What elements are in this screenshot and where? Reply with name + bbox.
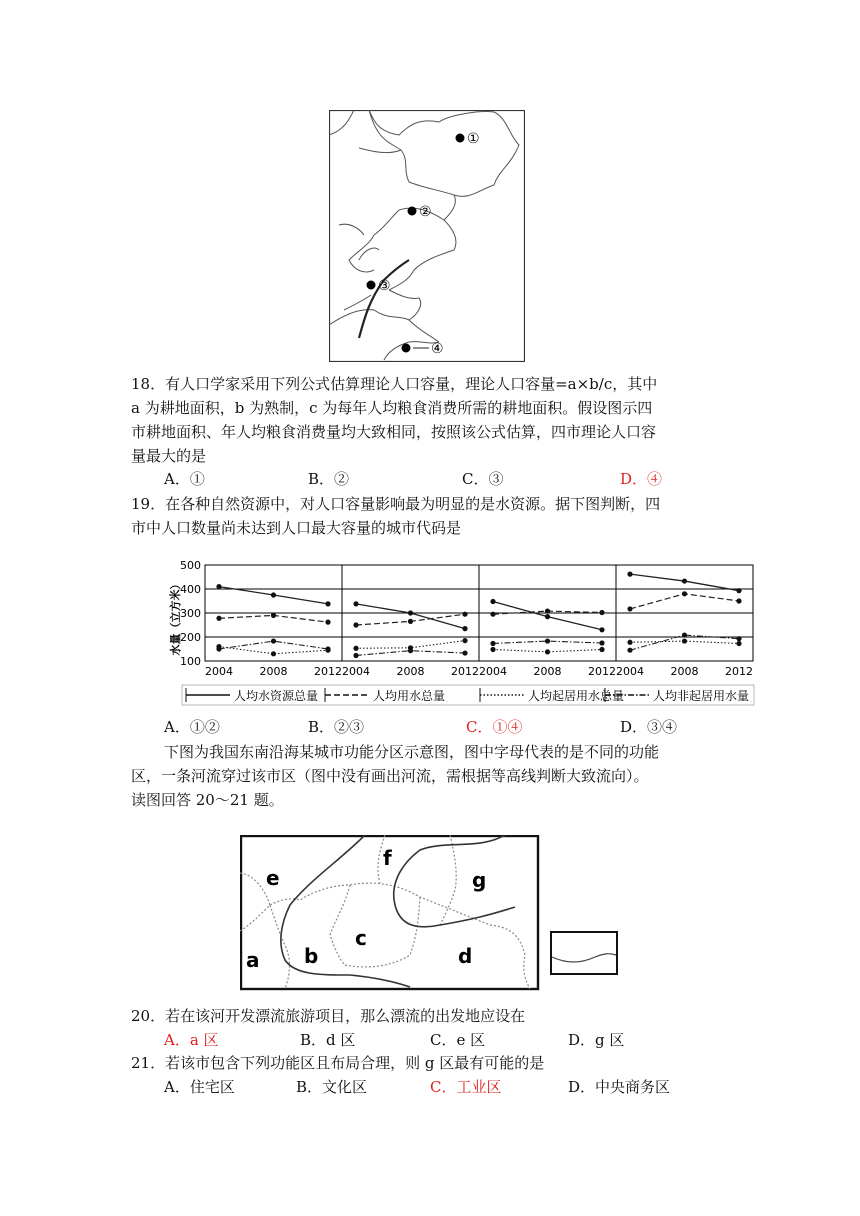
x-tick-label: 2012 bbox=[725, 665, 753, 678]
data-point bbox=[736, 588, 741, 593]
q18-option-a[interactable]: A．① bbox=[164, 470, 205, 488]
q21-option-d[interactable]: D．中央商务区 bbox=[568, 1078, 671, 1096]
data-point bbox=[627, 648, 632, 653]
q18-option-d[interactable]: D．④ bbox=[620, 470, 663, 488]
x-tick-label: 2004 bbox=[205, 665, 233, 678]
data-point bbox=[736, 641, 741, 646]
data-point bbox=[462, 650, 467, 655]
intro-line-3: 读图回答 20～21 题。 bbox=[131, 791, 284, 809]
contour-legend bbox=[550, 931, 618, 975]
data-point bbox=[627, 606, 632, 611]
data-point bbox=[490, 641, 495, 646]
q21-option-c[interactable]: C．工业区 bbox=[430, 1078, 502, 1096]
data-point bbox=[462, 638, 467, 643]
data-point bbox=[216, 616, 221, 621]
data-point bbox=[325, 646, 330, 651]
svg-text:③: ③ bbox=[378, 278, 391, 294]
q19-option-c[interactable]: C．①④ bbox=[466, 718, 523, 736]
q19-option-a[interactable]: A．①② bbox=[164, 718, 220, 736]
data-point bbox=[545, 649, 550, 654]
data-point bbox=[462, 626, 467, 631]
x-tick-label: 2004 bbox=[342, 665, 370, 678]
zone-b: b bbox=[304, 944, 319, 968]
data-point bbox=[325, 620, 330, 625]
y-tick-label: 200 bbox=[180, 631, 201, 644]
y-tick-label: 400 bbox=[180, 583, 201, 596]
x-tick-label: 2008 bbox=[259, 665, 288, 678]
intro-line-1: 下图为我国东南沿海某城市功能分区示意图，图中字母代表的是不同的功能 bbox=[164, 743, 660, 761]
legend-label: 人均用水总量 bbox=[373, 689, 446, 703]
data-point bbox=[216, 584, 221, 589]
q21-option-b[interactable]: B．文化区 bbox=[296, 1078, 368, 1096]
x-tick-label: 2004 bbox=[479, 665, 507, 678]
zone-a: a bbox=[246, 948, 260, 972]
zone-g: g bbox=[472, 868, 487, 892]
zone-d: d bbox=[458, 944, 473, 968]
data-point bbox=[462, 612, 467, 617]
city-function-map bbox=[240, 835, 540, 991]
svg-text:①: ① bbox=[467, 131, 480, 147]
data-point bbox=[271, 592, 276, 597]
data-point bbox=[271, 651, 276, 656]
data-point bbox=[216, 646, 221, 651]
chart-ylabel: 水量（立方米） bbox=[169, 578, 182, 656]
legend-label: 人均非起居用水量 bbox=[653, 689, 750, 703]
y-tick-label: 300 bbox=[180, 607, 201, 620]
x-tick-label: 2008 bbox=[670, 665, 699, 678]
data-point bbox=[682, 578, 687, 583]
data-point bbox=[599, 640, 604, 645]
data-point bbox=[627, 640, 632, 645]
data-point bbox=[545, 614, 550, 619]
legend-label: 人均水资源总量 bbox=[234, 689, 319, 703]
q18-option-c[interactable]: C．③ bbox=[462, 470, 504, 488]
data-point bbox=[627, 572, 632, 577]
x-tick-label: 2012 bbox=[314, 665, 342, 678]
x-tick-label: 2012 bbox=[451, 665, 479, 678]
data-point bbox=[408, 619, 413, 624]
data-point bbox=[599, 627, 604, 632]
q20-option-a[interactable]: A．a 区 bbox=[164, 1031, 219, 1049]
svg-text:④: ④ bbox=[431, 341, 444, 357]
svg-text:②: ② bbox=[419, 204, 432, 220]
legend-label: 人均起居用水总量 bbox=[528, 689, 625, 703]
data-point bbox=[353, 646, 358, 651]
water-chart bbox=[160, 555, 760, 720]
q19-line-1: 19．在各种自然资源中，对人口容量影响最为明显的是水资源。据下图判断，四 bbox=[131, 495, 661, 513]
data-point bbox=[325, 601, 330, 606]
data-point bbox=[353, 601, 358, 606]
q19-option-b[interactable]: B．②③ bbox=[308, 718, 365, 736]
data-point bbox=[682, 632, 687, 637]
q18-line-3: 市耕地面积、年人均粮食消费量均大致相同，按照该公式估算，四市理论人口容 bbox=[131, 423, 657, 441]
zone-f: f bbox=[383, 846, 392, 870]
q18-line-4: 量最大的是 bbox=[131, 447, 207, 465]
data-point bbox=[490, 599, 495, 604]
data-point bbox=[490, 647, 495, 652]
data-point bbox=[736, 636, 741, 641]
y-tick-label: 100 bbox=[180, 655, 201, 668]
data-point bbox=[599, 610, 604, 615]
q18-option-b[interactable]: B．② bbox=[308, 470, 350, 488]
data-point bbox=[408, 648, 413, 653]
q20-stem: 20．若在该河开发漂流旅游项目，那么漂流的出发地应设在 bbox=[131, 1007, 526, 1025]
region-map bbox=[329, 110, 525, 362]
q20-option-d[interactable]: D．g 区 bbox=[568, 1031, 625, 1049]
zone-e: e bbox=[266, 866, 280, 890]
x-tick-label: 2004 bbox=[616, 665, 644, 678]
q19-line-2: 市中人口数量尚未达到人口最大容量的城市代码是 bbox=[131, 519, 462, 537]
intro-line-2: 区，一条河流穿过该市区（图中没有画出河流，需根据等高线判断大致流向）。 bbox=[131, 767, 649, 785]
x-tick-label: 2012 bbox=[588, 665, 616, 678]
x-tick-label: 2008 bbox=[533, 665, 562, 678]
data-point bbox=[353, 622, 358, 627]
q21-option-a[interactable]: A．住宅区 bbox=[164, 1078, 235, 1096]
data-point bbox=[599, 647, 604, 652]
data-point bbox=[271, 613, 276, 618]
data-point bbox=[545, 608, 550, 613]
q19-option-d[interactable]: D．③④ bbox=[620, 718, 678, 736]
data-point bbox=[736, 598, 741, 603]
q20-option-c[interactable]: C．e 区 bbox=[430, 1031, 486, 1049]
zone-c: c bbox=[355, 926, 367, 950]
data-point bbox=[408, 610, 413, 615]
data-point bbox=[545, 638, 550, 643]
q18-line-1: 18．有人口学家采用下列公式估算理论人口容量，理论人口容量=a×b/c，其中 bbox=[131, 375, 658, 393]
data-point bbox=[682, 638, 687, 643]
data-point bbox=[682, 591, 687, 596]
q18-line-2: a 为耕地面积，b 为熟制，c 为每年人均粮食消费所需的耕地面积。假设图示四 bbox=[131, 399, 653, 417]
x-tick-label: 2008 bbox=[396, 665, 425, 678]
q20-option-b[interactable]: B．d 区 bbox=[300, 1031, 356, 1049]
q21-stem: 21．若该市包含下列功能区且布局合理，则 g 区最有可能的是 bbox=[131, 1054, 545, 1072]
data-point bbox=[490, 612, 495, 617]
data-point bbox=[271, 638, 276, 643]
data-point bbox=[353, 653, 358, 658]
y-tick-label: 500 bbox=[180, 559, 201, 572]
